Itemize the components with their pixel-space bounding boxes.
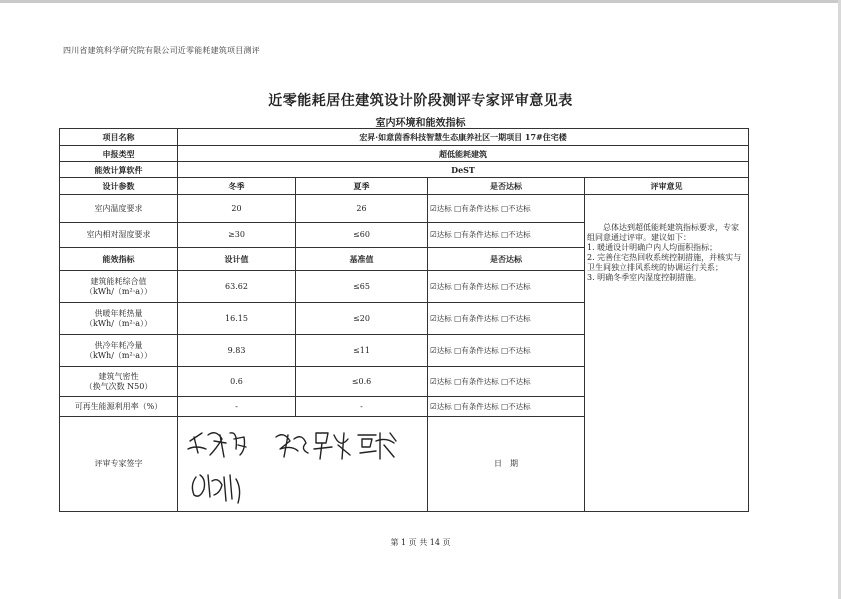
indicator-unit-line: （kWh/（m²·a）） — [84, 318, 153, 328]
opinion-item: 2. 完善住宅热回收系统控制措施，并核实与卫生间独立排风系统的协调运行关系； — [587, 253, 742, 272]
scan-edge-top — [0, 0, 841, 3]
design-winter-value: 20 — [178, 195, 296, 223]
opinion-item: 3. 明确冬季室内湿度控制措施。 — [587, 273, 702, 282]
compliance-checkboxes: ☑达标 □有条件达标 □不达标 — [428, 223, 585, 248]
energy-base-value: ≤11 — [296, 335, 428, 367]
energy-header-compliance: 是否达标 — [428, 248, 585, 271]
project-value: 宏昇·如意茵香科技智慧生态康养社区一期项目 17#住宅楼 — [178, 129, 749, 146]
energy-header-base: 基准值 — [296, 248, 428, 271]
energy-design-value: 16.15 — [178, 303, 296, 335]
compliance-checkboxes: ☑达标 □有条件达标 □不达标 — [428, 335, 585, 367]
project-row — [60, 129, 749, 146]
energy-base-value: ≤20 — [296, 303, 428, 335]
design-header-param: 设计参数 — [60, 178, 178, 195]
document-title: 近零能耗居住建筑设计阶段测评专家评审意见表 — [268, 93, 573, 109]
energy-indicator-name — [60, 367, 178, 397]
software-value: DeST — [178, 162, 749, 178]
expert-signatures — [178, 417, 428, 512]
indicator-unit-line: （kWh/（m²·a）） — [84, 286, 153, 296]
energy-design-value: 0.6 — [178, 367, 296, 397]
design-header-summer: 夏季 — [296, 178, 428, 195]
compliance-checkboxes: ☑达标 □有条件达标 □不达标 — [428, 303, 585, 335]
energy-base-value: - — [296, 397, 428, 417]
compliance-checkboxes: ☑达标 □有条件达标 □不达标 — [428, 195, 585, 223]
design-summer-value: ≤60 — [296, 223, 428, 248]
energy-indicator-name — [60, 335, 178, 367]
indicator-name-line: 建筑能耗综合值 — [90, 276, 147, 286]
indicator-name-line: 建筑气密性 — [98, 371, 139, 381]
software-label: 能效计算软件 — [60, 162, 178, 178]
indicator-unit-line: （换气次数 N50） — [84, 381, 153, 391]
compliance-checkboxes: ☑达标 □有条件达标 □不达标 — [428, 397, 585, 417]
design-param-name: 室内相对湿度要求 — [60, 223, 178, 248]
design-header-row — [60, 178, 749, 195]
compliance-checkboxes: ☑达标 □有条件达标 □不达标 — [428, 271, 585, 303]
date-label: 日 期 — [428, 417, 585, 512]
type-row — [60, 146, 749, 162]
page-number: 第 1 页 共 14 页 — [390, 538, 451, 547]
opinion-item: 1. 暖通设计明确户内人均面积指标； — [587, 243, 718, 252]
energy-indicator-name: 可再生能源利用率（%） — [60, 397, 178, 417]
indicator-unit-line: （kWh/（m²·a）） — [84, 350, 153, 360]
type-label: 申报类型 — [60, 146, 178, 162]
org-header: 四川省建筑科学研究院有限公司近零能耗建筑项目测评 — [63, 46, 260, 55]
energy-indicator-name — [60, 271, 178, 303]
review-opinion — [585, 195, 749, 512]
energy-base-value: ≤0.6 — [296, 367, 428, 397]
evaluation-table — [59, 128, 749, 512]
design-header-compliance: 是否达标 — [428, 178, 585, 195]
handwritten-signatures-image — [180, 419, 428, 509]
opinion-intro: 总体达到超低能耗建筑指标要求，专家组同意通过评审。建议如下： — [587, 223, 739, 242]
design-param-name: 室内温度要求 — [60, 195, 178, 223]
design-summer-value: 26 — [296, 195, 428, 223]
signature-label: 评审专家签字 — [60, 417, 178, 512]
design-header-winter: 冬季 — [178, 178, 296, 195]
software-row — [60, 162, 749, 178]
design-winter-value: ≥30 — [178, 223, 296, 248]
energy-indicator-name — [60, 303, 178, 335]
project-label: 项目名称 — [60, 129, 178, 146]
indicator-name-line: 供冷年耗冷量 — [94, 340, 143, 350]
energy-base-value: ≤65 — [296, 271, 428, 303]
energy-header-design: 设计值 — [178, 248, 296, 271]
section-subtitle: 室内环境和能效指标 — [375, 118, 466, 129]
opinion-header: 评审意见 — [585, 178, 749, 195]
design-row — [60, 195, 749, 223]
energy-design-value: - — [178, 397, 296, 417]
compliance-checkboxes: ☑达标 □有条件达标 □不达标 — [428, 367, 585, 397]
energy-design-value: 9.83 — [178, 335, 296, 367]
type-value: 超低能耗建筑 — [178, 146, 749, 162]
energy-design-value: 63.62 — [178, 271, 296, 303]
energy-header-indicator: 能效指标 — [60, 248, 178, 271]
indicator-name-line: 供暖年耗热量 — [94, 308, 143, 318]
